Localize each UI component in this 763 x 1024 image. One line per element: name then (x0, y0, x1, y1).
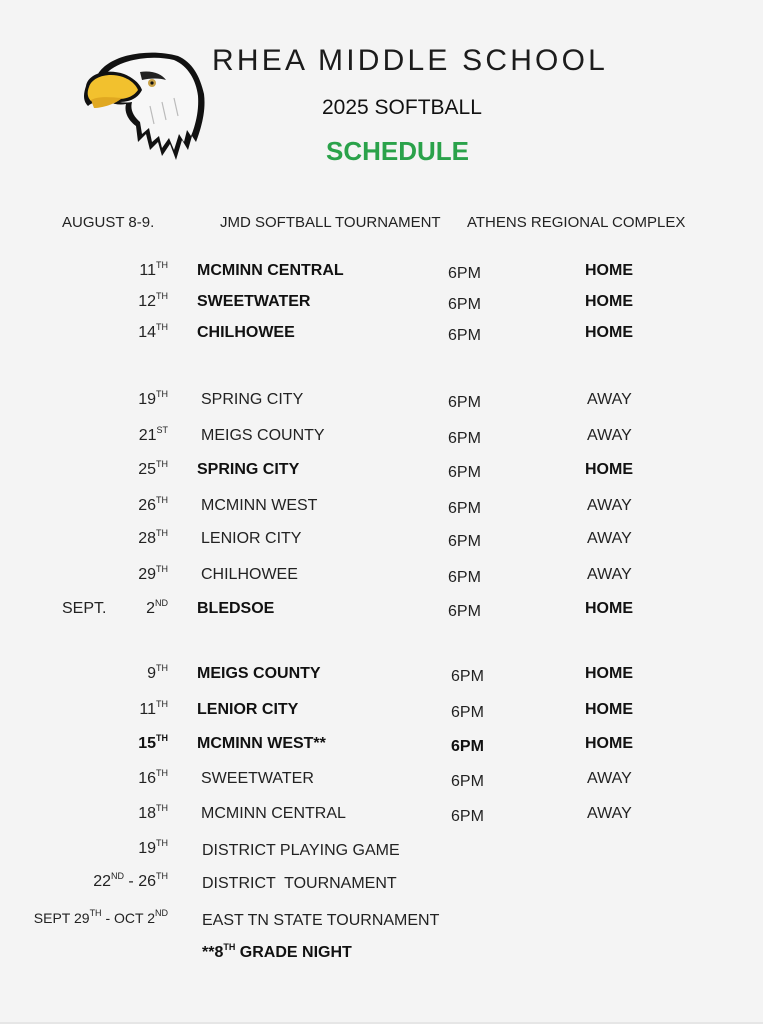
game-day: 14 (138, 324, 156, 341)
game-date (138, 530, 168, 548)
game-day: 11 (139, 701, 156, 718)
game-day-suffix: TH (156, 495, 168, 505)
game-opponent: BLEDSOE (197, 600, 275, 617)
game-opponent: SWEETWATER (197, 293, 311, 310)
game-opponent: MEIGS COUNTY (197, 665, 321, 682)
game-site: AWAY (587, 770, 632, 787)
game-site: AWAY (587, 566, 632, 583)
subtitle: 2025 SOFTBALL (322, 96, 482, 119)
game-day: 19 (138, 391, 156, 408)
game-opponent: MCMINN CENTRAL (197, 262, 344, 279)
game-time: 6PM (451, 704, 484, 721)
game-day-suffix: ST (156, 425, 168, 435)
game-site: HOME (585, 701, 633, 718)
game-date (138, 770, 168, 788)
event-start-suffix: ND (110, 871, 124, 881)
game-date (139, 262, 168, 280)
game-time: 6PM (448, 430, 481, 447)
event-dates (93, 873, 168, 891)
game-opponent: MCMINN CENTRAL (201, 805, 346, 822)
game-site: AWAY (587, 530, 632, 547)
game-time: 6PM (448, 265, 481, 282)
footnote-suffix: GRADE NIGHT (235, 944, 352, 961)
game-day: 9 (147, 665, 156, 682)
game-day: 11 (139, 262, 156, 279)
game-day-suffix: TH (156, 564, 168, 574)
game-time: 6PM (451, 668, 484, 685)
tournament-location: ATHENS REGIONAL COMPLEX (467, 214, 686, 231)
game-time: 6PM (451, 738, 484, 755)
event-end: OCT 2 (114, 910, 155, 926)
game-site: HOME (585, 735, 633, 752)
game-time: 6PM (448, 500, 481, 517)
game-time: 6PM (451, 808, 484, 825)
game-time: 6PM (448, 464, 481, 481)
game-opponent: CHILHOWEE (201, 566, 298, 583)
footnote-sup: TH (223, 942, 236, 952)
event-label: EAST TN STATE TOURNAMENT (202, 912, 440, 929)
game-site: AWAY (587, 427, 632, 444)
grade-night-footnote (202, 944, 352, 962)
game-opponent: LENIOR CITY (197, 701, 299, 718)
game-site: AWAY (587, 391, 632, 408)
game-site: AWAY (587, 497, 632, 514)
game-date (138, 293, 168, 311)
game-site: HOME (585, 461, 633, 478)
game-month: SEPT. (62, 600, 107, 617)
eagle-logo (80, 46, 210, 166)
game-site: HOME (585, 262, 633, 279)
game-day-suffix: TH (156, 459, 168, 469)
event-dates (138, 840, 168, 858)
game-date (138, 324, 168, 342)
game-date (138, 461, 168, 479)
game-date (146, 600, 168, 618)
event-label: DISTRICT PLAYING GAME (202, 842, 400, 859)
game-date (138, 566, 168, 584)
game-day: 28 (138, 530, 156, 547)
game-day-suffix: TH (156, 528, 168, 538)
tournament-date: AUGUST 8-9. (62, 214, 155, 231)
game-day: 29 (138, 566, 156, 583)
game-day-suffix: TH (156, 260, 168, 270)
game-day: 15 (138, 735, 156, 752)
game-day-suffix: TH (156, 768, 168, 778)
game-day-suffix: TH (156, 389, 168, 399)
game-time: 6PM (448, 569, 481, 586)
game-day: 16 (138, 770, 156, 787)
event-start: 22 (93, 873, 111, 890)
game-opponent: MCMINN WEST (201, 497, 318, 514)
game-day: 2 (146, 600, 155, 617)
game-date (138, 497, 168, 515)
game-site: AWAY (587, 805, 632, 822)
footnote-prefix: **8 (202, 944, 224, 961)
game-time: 6PM (451, 773, 484, 790)
game-day: 21 (138, 427, 157, 444)
event-end-suffix: ND (155, 908, 168, 918)
game-day-suffix: TH (156, 663, 168, 673)
game-date (138, 805, 168, 823)
event-label: DISTRICT TOURNAMENT (202, 875, 397, 892)
game-site: HOME (585, 600, 633, 617)
game-day-suffix: TH (156, 733, 168, 743)
event-end: 26 (138, 873, 156, 890)
game-date (139, 427, 168, 445)
event-start-suffix: TH (156, 838, 168, 848)
game-day: 18 (138, 805, 156, 822)
game-opponent: MCMINN WEST** (197, 735, 326, 752)
game-day-suffix: TH (156, 803, 168, 813)
event-end-suffix: TH (156, 871, 168, 881)
game-day-suffix: TH (156, 291, 168, 301)
game-date (138, 391, 168, 409)
game-time: 6PM (448, 533, 481, 550)
game-opponent: CHILHOWEE (197, 324, 295, 341)
game-time: 6PM (448, 296, 481, 313)
event-start: 19 (138, 840, 156, 857)
event-start: SEPT 29 (33, 910, 90, 926)
game-time: 6PM (448, 327, 481, 344)
game-opponent: SPRING CITY (201, 391, 304, 408)
schedule-heading: SCHEDULE (326, 136, 470, 166)
game-opponent: SWEETWATER (201, 770, 314, 787)
game-site: HOME (585, 324, 633, 341)
event-separator: - (101, 910, 115, 926)
game-time: 6PM (448, 394, 481, 411)
game-day: 12 (138, 293, 156, 310)
school-title: RHEA MIDDLE SCHOOL (212, 44, 609, 77)
game-opponent: LENIOR CITY (201, 530, 302, 547)
game-site: HOME (585, 293, 633, 310)
game-site: HOME (585, 665, 633, 682)
event-separator: - (123, 873, 139, 890)
tournament-event: JMD SOFTBALL TOURNAMENT (220, 214, 441, 231)
game-date (139, 701, 168, 719)
game-day: 26 (138, 497, 156, 514)
event-dates (34, 910, 168, 926)
game-day-suffix: ND (155, 598, 168, 608)
game-date (147, 665, 168, 683)
game-time: 6PM (448, 603, 481, 620)
game-opponent: SPRING CITY (197, 461, 300, 478)
game-opponent: MEIGS COUNTY (201, 427, 325, 444)
game-day-suffix: TH (156, 699, 168, 709)
event-start-suffix: TH (89, 908, 102, 918)
game-day-suffix: TH (156, 322, 168, 332)
game-day: 25 (138, 461, 156, 478)
game-date (138, 735, 168, 753)
